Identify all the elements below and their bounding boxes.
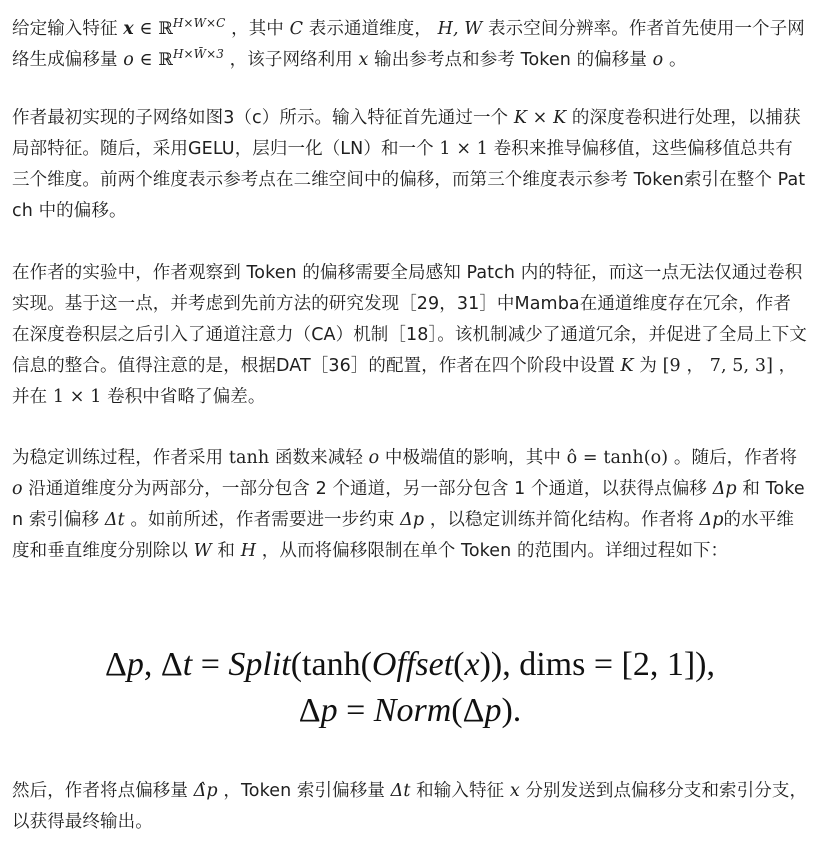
text: 沿通道维度分为两部分，一部分包含 2 个通道，另一部分包含 1 个通道，以获得点偏移 xyxy=(22,479,713,499)
text: 为 xyxy=(633,356,663,376)
text: 卷积中省略了偏差。 xyxy=(101,387,266,407)
math-superscript: H×W̄×3 xyxy=(172,47,224,61)
math-1x1: 1 × 1 xyxy=(52,387,102,407)
math-1x1: 1 × 1 xyxy=(439,139,488,159)
text: 输出参考点和参考 Token 的偏移量 xyxy=(368,50,653,70)
math-delta-p: Δp xyxy=(699,510,724,530)
math-o: o xyxy=(123,50,134,70)
text: ，该子网络利用 xyxy=(223,50,359,70)
text: 表示通道维度， xyxy=(303,19,438,39)
math-o: o xyxy=(652,50,664,70)
paragraph-1 xyxy=(12,14,808,76)
math-delta-p: Δp xyxy=(400,510,425,530)
math-in-r: ∈ ℝ xyxy=(133,50,173,70)
text: 函数来减轻 xyxy=(269,448,369,468)
math-delta-p: Δp xyxy=(712,479,737,499)
math-delta-p-hat: Δ̂p xyxy=(193,781,218,801)
text: 然后，作者将点偏移量 xyxy=(12,781,194,801)
math-k: K xyxy=(620,356,634,376)
math-superscript: H×W×C xyxy=(172,16,226,30)
math-kernel-list: [9 ， 7, 5, 3] xyxy=(662,356,773,376)
text: ，从而将偏移限制在单个 Token 的范围内。详细过程如下： xyxy=(256,541,729,561)
math-w: W xyxy=(193,541,212,561)
math-h: H xyxy=(240,541,257,561)
text: 。随后，作者将 xyxy=(668,448,798,468)
text: 分别发送到点偏移分支和索引分支，以获得最终输出。 xyxy=(12,781,808,832)
display-equation xyxy=(12,642,808,734)
math-o: o xyxy=(12,479,23,499)
text: 作者最初实现的子网络如图3（c）所示。输入特征首先通过一个 xyxy=(12,108,514,128)
math-ohat: ô = tanh(o) xyxy=(566,448,669,468)
text: 。 xyxy=(663,50,687,70)
paragraph-5 xyxy=(12,776,808,838)
math-kxk: K × K xyxy=(513,108,567,128)
math-delta-t: Δt xyxy=(390,781,411,801)
text: 和 Token 索引偏移 xyxy=(12,479,805,530)
text: ，以稳定训练并简化结构。作者将 xyxy=(424,510,700,530)
paragraph-3 xyxy=(12,258,808,413)
math-in-r: ∈ ℝ xyxy=(133,19,173,39)
math-x: x xyxy=(123,19,134,39)
paragraph-2 xyxy=(12,103,808,227)
math-x: x xyxy=(358,50,369,70)
paragraph-4 xyxy=(12,443,808,567)
article-body xyxy=(12,14,808,838)
math-hw: H, W xyxy=(437,19,483,39)
text: 和输入特征 xyxy=(410,781,510,801)
text: 卷积来推导偏移值，这些偏移值总共有三个维度。前两个维度表示参考点在二维空间中的偏移，而第三个维度表示参考 Token索引在整个 Patch 中的偏移。 xyxy=(12,139,806,221)
text: 在作者的实验中，作者观察到 Token 的偏移需要全局感知 Patch 内的特征，而这一点无法仅通过卷积实现。基于这一点，并考虑到先前方法的研究发现［29，31］中Mamba在通道维度存在冗余，作者在深度卷积层之后引入了通道注意力（CA）机制［18］。该机制减少了通道冗余，并促进了全局上下文信息的整合。值得注意的是，根据DAT［36］的配置，作者在四个阶段中设置 xyxy=(12,263,807,376)
text: 的水平维度和垂直维度分别除以 xyxy=(12,510,794,561)
text: 给定输入特征 xyxy=(12,19,124,39)
text: ，其中 xyxy=(225,19,290,39)
text: ，并在 xyxy=(12,356,797,407)
math-c: C xyxy=(289,19,304,39)
text: 。如前所述，作者需要进一步约束 xyxy=(124,510,401,530)
math-o: o xyxy=(368,448,380,468)
equation-line-2: Δp = Norm(Δp). xyxy=(298,692,522,729)
math-x: x xyxy=(509,781,520,801)
text: 的深度卷积进行处理，以捕获局部特征。随后，采用GELU，层归一化（LN）和一个 xyxy=(12,108,801,159)
math-delta-t: Δt xyxy=(104,510,125,530)
text: 为稳定训练过程，作者采用 xyxy=(12,448,229,468)
equation-line-1: Δp, Δt = Split(tanh(Offset(x)), dims = [2, 1]), xyxy=(105,646,715,683)
math-tanh: tanh xyxy=(228,448,270,468)
text: 和 xyxy=(211,541,241,561)
text: 中极端值的影响，其中 xyxy=(379,448,567,468)
text: 表示空间分辨率。作者首先使用一个子网络生成偏移量 xyxy=(12,19,805,70)
text: ，Token 索引偏移量 xyxy=(217,781,391,801)
